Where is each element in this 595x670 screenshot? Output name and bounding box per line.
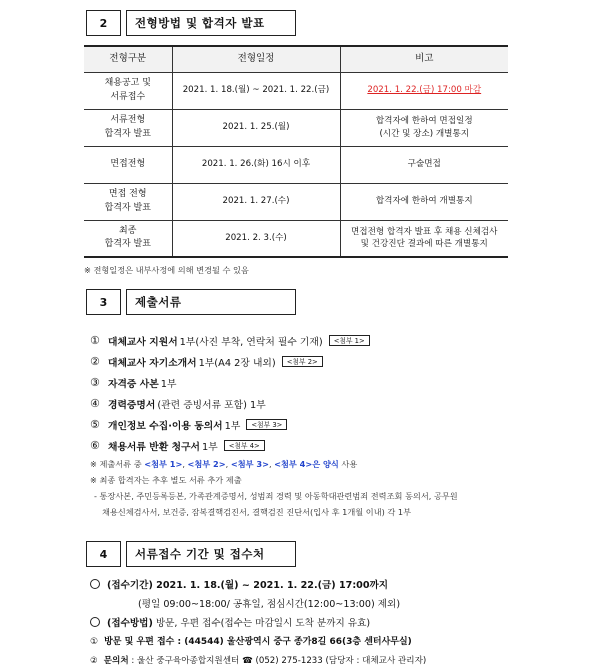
table-header-row: [84, 46, 508, 72]
section-title: 서류접수 기간 및 접수처: [126, 541, 296, 567]
table-row: [84, 72, 508, 109]
section-number: 4: [86, 541, 121, 567]
reception-method: (접수방법) 방문, 우편 접수(접수는 마감일시 도착 분까지 유효): [90, 614, 426, 633]
list-item: ③ 자격증 사본 1부: [90, 376, 177, 390]
list-item: ⑥ 채용서류 반환 청구서 1부 <첨부 4>: [90, 435, 370, 456]
attachment-tag: <첨부 2>: [282, 356, 323, 367]
date-cell: 2021. 2. 3.(수): [172, 220, 340, 257]
reception-address: ① 방문 및 우편 접수 : (44544) 울산광역시 중구 종가8길 66(3층 센터사무실): [90, 637, 412, 647]
list-item: ⑤ 개인정보 수집·이용 동의서 1부 <첨부 3>: [90, 414, 370, 435]
schedule-footnote: ※ 전형일정은 내부사정에 의해 변경될 수 있음: [84, 265, 249, 275]
stage-cell: 면접 전형 합격자 발표: [84, 183, 172, 220]
stage-cell: 서류전형 합격자 발표: [84, 109, 172, 146]
table-row: [84, 220, 508, 257]
schedule-table: [84, 45, 508, 258]
table-row: [84, 146, 508, 183]
table-row: [84, 183, 508, 220]
reception-info: [90, 576, 426, 670]
note-cell: 구술면접: [340, 146, 508, 183]
attachment-tag: <첨부 3>: [246, 419, 287, 430]
section-3-header: [86, 289, 296, 315]
column-header: 전형일정: [172, 46, 340, 72]
final-note-list: 채용신체검사서, 보건증, 잠복결핵검진서, 결핵검진 진단서(입사 후 1개월 이내) 각 1부: [102, 507, 412, 517]
section-number: 2: [86, 10, 121, 36]
attachment-tag: <첨부 4>: [224, 440, 265, 451]
stage-cell: 채용공고 및 서류접수: [84, 72, 172, 109]
reception-inquiry: ② 문의처 : 울산 중구육아종합지원센터 ☎ (052) 275-1233 (담당자 : 대체교사 관리자): [90, 656, 427, 666]
reception-period: (접수기간) 2021. 1. 18.(월) ~ 2021. 1. 22.(금) 17:00까지: [90, 576, 426, 595]
column-header: 전형구분: [84, 46, 172, 72]
list-item: ④ 경력증명서 (관련 증빙서류 포함) 1부: [90, 397, 266, 411]
deadline-text: 2021. 1. 22.(금) 17:00 마감: [367, 85, 482, 96]
documents-list: [90, 330, 370, 456]
document-notes: [90, 456, 458, 520]
circle-bullet-icon: [90, 617, 100, 627]
date-cell: 2021. 1. 18.(월) ~ 2021. 1. 22.(금): [172, 72, 340, 109]
stage-cell: 면접전형: [84, 146, 172, 183]
table-row: [84, 109, 508, 146]
date-cell: 2021. 1. 27.(수): [172, 183, 340, 220]
final-note-list: - 통장사본, 주민등록등본, 가족관계증명서, 성범죄 경력 및 아동학대관련범죄 전력조회 동의서, 공무원: [94, 491, 458, 501]
attachment-tag: <첨부 1>: [329, 335, 370, 346]
list-item: ① 대체교사 지원서 1부(사진 부착, 연락처 필수 기재) <첨부 1>: [90, 330, 370, 351]
section-title: 전형방법 및 합격자 발표: [126, 10, 296, 36]
date-cell: 2021. 1. 26.(화) 16시 이후: [172, 146, 340, 183]
section-number: 3: [86, 289, 121, 315]
note-cell: 합격자에 한하여 개별통지: [340, 183, 508, 220]
column-header: 비고: [340, 46, 508, 72]
reception-period-sub: (평일 09:00~18:00/ 공휴일, 점심시간(12:00~13:00) 제외): [138, 599, 401, 610]
note-cell: [340, 72, 508, 109]
note-cell: 합격자에 한하여 면접일정 (시간 및 장소) 개별통지: [340, 109, 508, 146]
circle-bullet-icon: [90, 579, 100, 589]
section-title: 제출서류: [126, 289, 296, 315]
list-item: ② 대체교사 자기소개서 1부(A4 2장 내외) <첨부 2>: [90, 351, 370, 372]
note-cell: 면접전형 합격자 발표 후 채용 신체검사 및 건강진단 결과에 따른 개별통지: [340, 220, 508, 257]
stage-cell: 최종 합격자 발표: [84, 220, 172, 257]
final-note: ※ 최종 합격자는 추후 별도 서류 추가 제출: [90, 475, 242, 485]
section-2-header: [86, 10, 296, 36]
section-4-header: [86, 541, 296, 567]
form-note: ※ 제출서류 중 <첨부 1>, <첨부 2>, <첨부 3>, <첨부 4>은 양식 사용: [90, 459, 358, 469]
date-cell: 2021. 1. 25.(월): [172, 109, 340, 146]
